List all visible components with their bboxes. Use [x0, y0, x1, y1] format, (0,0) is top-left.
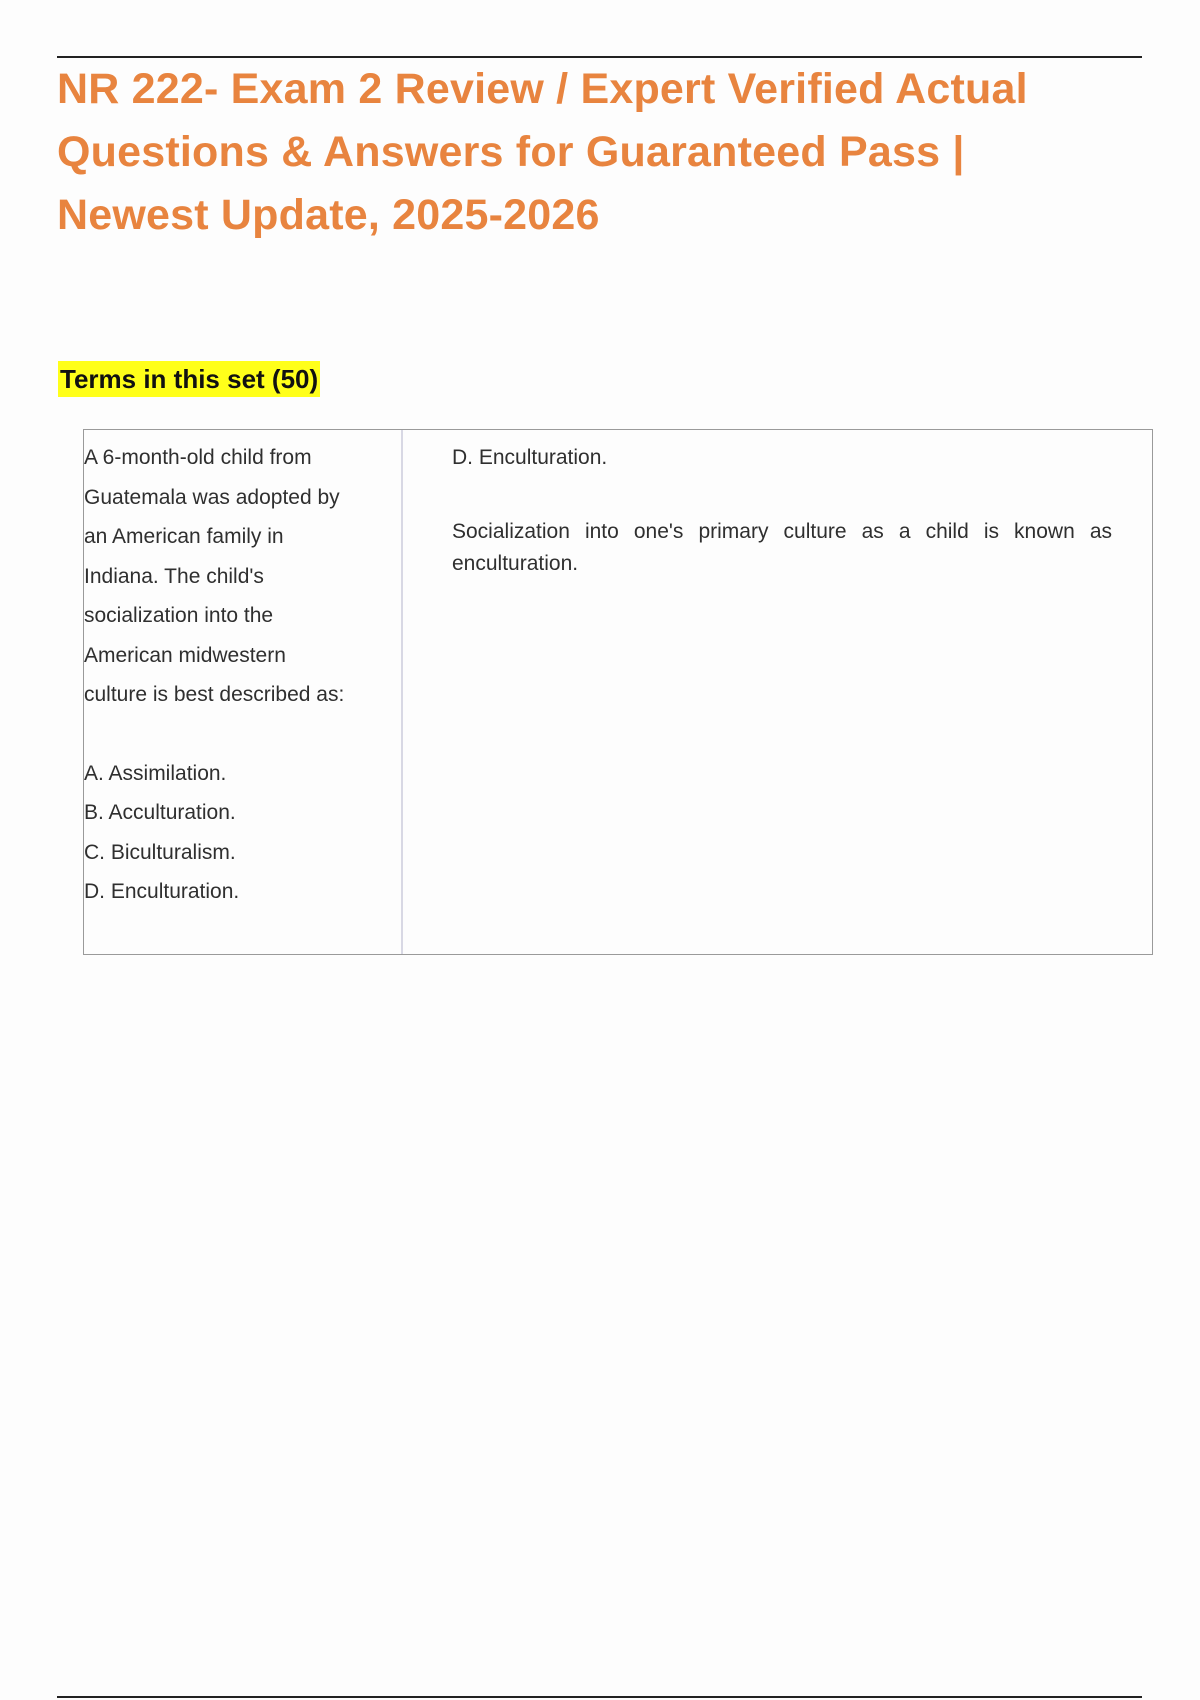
question-line: socialization into the [84, 604, 274, 627]
answer-option: D. Enculturation. [84, 880, 240, 903]
spacer [84, 715, 384, 754]
question-line: American midwestern [84, 643, 286, 667]
answer-rationale: Socialization into one's primary culture as a child is known as enculturation. [452, 520, 1112, 575]
answer-option: C. Biculturalism. [84, 840, 236, 864]
term-definition [452, 438, 1112, 580]
term-question [84, 438, 384, 912]
column-divider [401, 430, 403, 954]
answer-option: B. Acculturation. [84, 801, 236, 824]
term-card [83, 429, 1153, 955]
answer-option: A. Assimilation. [84, 761, 227, 785]
question-line: A 6-month-old child from [84, 446, 312, 469]
question-line: an American family in [84, 525, 284, 548]
document-title [57, 58, 1057, 247]
title-line: Newest Update, 2025-2026 [57, 191, 600, 239]
question-line: Guatemala was adopted by [84, 485, 340, 509]
correct-answer: D. Enculturation. [452, 446, 608, 469]
title-line: Questions & Answers for Guaranteed Pass | [57, 128, 965, 176]
terms-count-label: Terms in this set (50) [58, 361, 320, 397]
question-line: culture is best described as: [84, 683, 345, 706]
spacer [452, 478, 1112, 516]
bottom-divider [57, 1696, 1142, 1698]
title-line: NR 222- Exam 2 Review / Expert Verified Actual [57, 65, 1028, 113]
question-line: Indiana. The child's [84, 564, 264, 588]
